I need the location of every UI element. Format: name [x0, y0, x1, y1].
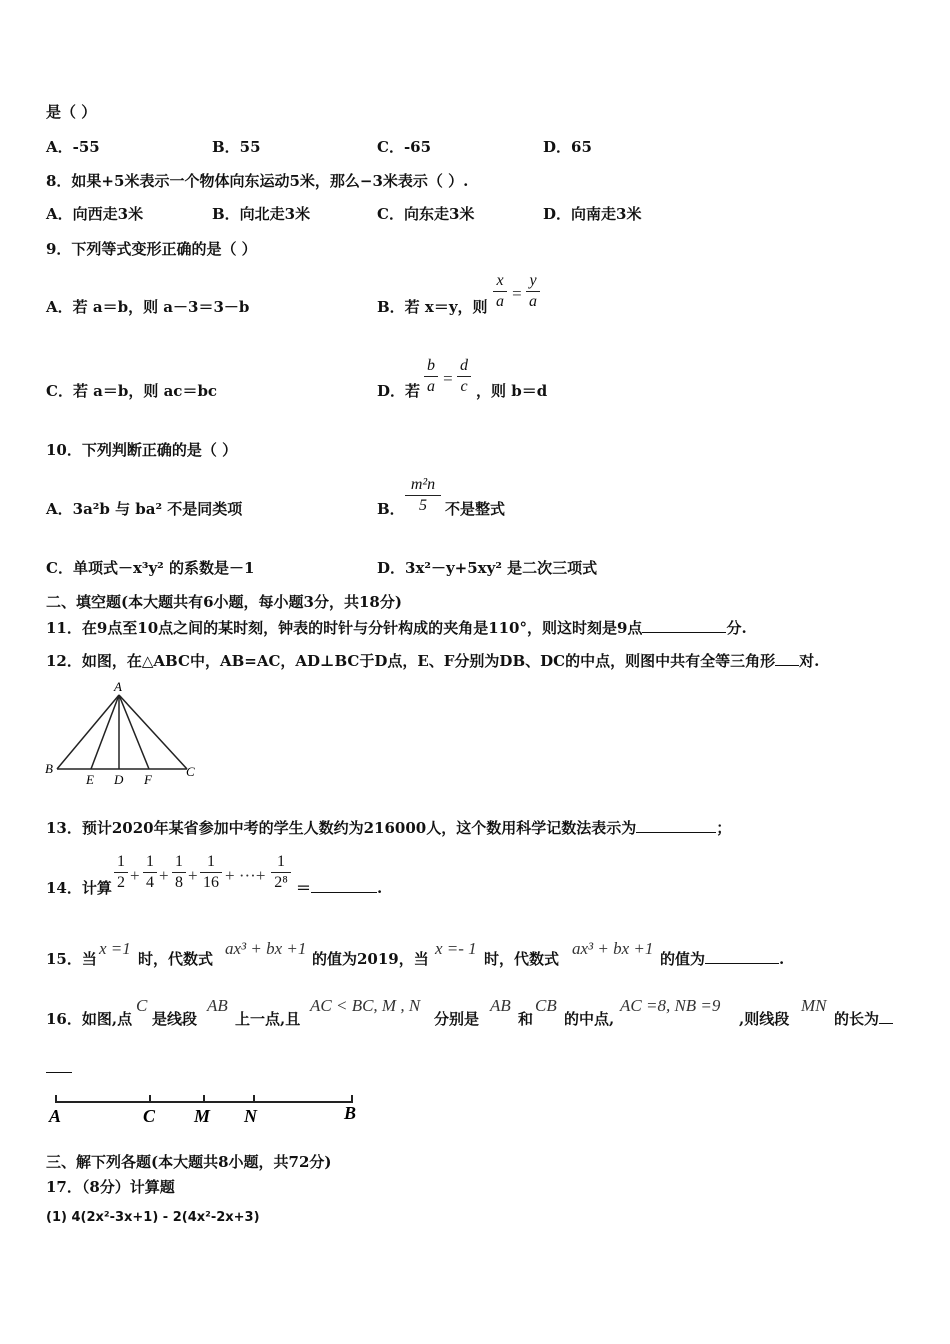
q15-part-5: [660, 949, 784, 969]
q14-plus-1: +: [130, 866, 140, 885]
edge-ac: [119, 695, 187, 769]
q15-math-1: x =1: [99, 939, 131, 958]
q12-answer-blank[interactable]: [775, 651, 799, 666]
q15-part-2: 时，代数式: [138, 950, 214, 968]
q15-part-3: 的值为2019，当: [312, 950, 429, 968]
q16-part-8-text: 的长为: [834, 1010, 880, 1028]
q9-option-d-suffix: ，则 b＝d: [476, 382, 548, 400]
q16-answer-blank-continued[interactable]: [46, 1072, 72, 1073]
q10-option-d: D．3x²－y+5xy² 是二次三项式: [377, 559, 598, 577]
q8-stem: 8．如果+5米表示一个物体向东运动5米，那么−3米表示（ ）.: [46, 172, 469, 190]
q14-term-3: 1 8: [172, 853, 186, 892]
q9-b-fraction-right: y a: [526, 272, 540, 311]
q10-stem: 10．下列判断正确的是（ ）: [46, 441, 238, 459]
q12: [46, 651, 819, 671]
q16-part-5: 和: [518, 1010, 534, 1028]
q16-math-7: MN: [801, 996, 827, 1015]
q9-stem: 9．下列等式变形正确的是（ ）: [46, 240, 257, 258]
label-d: D: [114, 772, 124, 787]
label-c: C: [143, 1106, 156, 1126]
q7-tail: 是（ ）: [46, 103, 97, 121]
q9-option-a: A．若 a＝b，则 a－3＝3－b: [46, 298, 250, 316]
q7-option-b: B．55: [212, 138, 261, 156]
q10-option-a: A．3a²b 与 ba² 不是同类项: [46, 500, 243, 518]
label-a: A: [114, 679, 122, 694]
q14-ellipsis: + ···+: [225, 866, 266, 885]
q14-term-1: 1 2: [114, 853, 128, 892]
q14-tail: ＝: [296, 879, 312, 897]
q13-answer-blank[interactable]: [636, 818, 716, 833]
q16-segment-figure: [44, 1086, 374, 1128]
label-f: F: [144, 772, 152, 787]
q10-option-b-prefix: B．: [377, 500, 405, 518]
q9-d-fraction-right: d c: [457, 357, 471, 396]
q9-option-b-prefix: B．若 x＝y，则: [377, 298, 488, 316]
label-m: M: [194, 1106, 211, 1126]
label-b: B: [344, 1103, 357, 1123]
label-c: C: [186, 764, 195, 779]
q16-part-4: 分别是: [434, 1010, 480, 1028]
edge-ab: [57, 695, 119, 769]
q16-math-5: CB: [535, 996, 557, 1015]
q15-end: .: [779, 950, 785, 968]
q10-b-fraction: m²n 5: [405, 476, 441, 515]
q13: [46, 818, 731, 838]
q15-part-5-text: 的值为: [660, 950, 706, 968]
q8-option-b: B．向北走3米: [212, 205, 311, 223]
q11-answer-blank[interactable]: [642, 618, 726, 633]
label-b: B: [45, 761, 53, 776]
q16-part-1: 16．如图,点: [46, 1010, 133, 1028]
q16-math-1: C: [136, 996, 148, 1015]
q14-end: .: [377, 879, 383, 897]
q16-math-6: AC =8, NB =9: [620, 996, 721, 1015]
q7-option-a: A．-55: [46, 138, 100, 156]
q14-term-4: 1 16: [200, 853, 222, 892]
q15-math-3: x =- 1: [435, 939, 477, 958]
q16-math-3: AC < BC, M , N: [310, 996, 421, 1015]
label-e: E: [86, 772, 94, 787]
q10-option-b-suffix: 不是整式: [445, 500, 506, 518]
q15-answer-blank[interactable]: [705, 949, 779, 964]
q16-part-3: 上一点,且: [235, 1010, 301, 1028]
q11-tail: 分.: [726, 619, 747, 637]
q16-part-6: 的中点,: [564, 1010, 615, 1028]
q17-sub-1: (1) 4(2x²-3x+1) - 2(4x²-2x+3): [46, 1210, 260, 1225]
edge-ae: [91, 695, 119, 769]
q14-term-2: 1 4: [143, 853, 157, 892]
q12-tail: 对.: [799, 652, 820, 670]
q9-d-equals: =: [442, 369, 454, 388]
q9-b-fraction-left: x a: [493, 272, 507, 311]
q9-option-c: C．若 a＝b，则 ac＝bc: [46, 382, 218, 400]
q15-part-1: 15．当: [46, 950, 97, 968]
q14-equals: [296, 878, 382, 898]
section-3-heading: 三、解下列各题(本大题共8小题，共72分): [46, 1153, 332, 1171]
q13-text: 13．预计2020年某省参加中考的学生人数约为216000人，这个数用科学记数法表示为: [46, 819, 637, 837]
q14-term-5: 1 2⁸: [271, 853, 291, 892]
q8-option-a: A．向西走3米: [46, 205, 144, 223]
q15-math-2: ax³ + bx +1: [225, 939, 307, 958]
label-n: N: [244, 1106, 257, 1126]
q11: [46, 618, 747, 638]
q9-d-fraction-left: b a: [424, 357, 438, 396]
q14-answer-blank[interactable]: [311, 878, 377, 893]
q17-stem: 17．（8分）计算题: [46, 1178, 175, 1196]
q14-plus-2: +: [159, 866, 169, 885]
q15-part-4: 时，代数式: [484, 950, 560, 968]
q14-prefix: 14．计算: [46, 879, 112, 897]
q9-option-d-prefix: D．若: [377, 382, 421, 400]
q7-option-d: D．65: [543, 138, 592, 156]
q8-option-d: D．向南走3米: [543, 205, 642, 223]
q11-text: 11．在9点至10点之间的某时刻，钟表的时针与分针构成的夹角是110°，则这时刻是9点: [46, 619, 643, 637]
q16-math-2: AB: [207, 996, 228, 1015]
q12-triangle-figure: [40, 678, 200, 788]
q12-text: 12．如图，在△ABC中，AB=AC，AD⊥BC于D点，E、F分别为DB、DC的中点，则图中共有全等三角形: [46, 652, 776, 670]
q16-part-8: [834, 1009, 893, 1029]
edge-af: [119, 695, 149, 769]
q16-part-2: 是线段: [152, 1010, 198, 1028]
q16-math-4: AB: [490, 996, 511, 1015]
q16-part-7: ,则线段: [739, 1010, 790, 1028]
q10-option-c: C．单项式－x³y² 的系数是－1: [46, 559, 255, 577]
q15-math-4: ax³ + bx +1: [572, 939, 654, 958]
q9-b-equals: =: [511, 284, 523, 303]
label-a: A: [49, 1106, 62, 1126]
q8-option-c: C．向东走3米: [377, 205, 475, 223]
q14-plus-3: +: [188, 866, 198, 885]
q16-answer-blank-start[interactable]: [879, 1009, 893, 1024]
section-2-heading: 二、填空题(本大题共有6小题，每小题3分，共18分): [46, 593, 402, 611]
q7-option-c: C．-65: [377, 138, 432, 156]
q13-tail: ；: [716, 819, 732, 837]
